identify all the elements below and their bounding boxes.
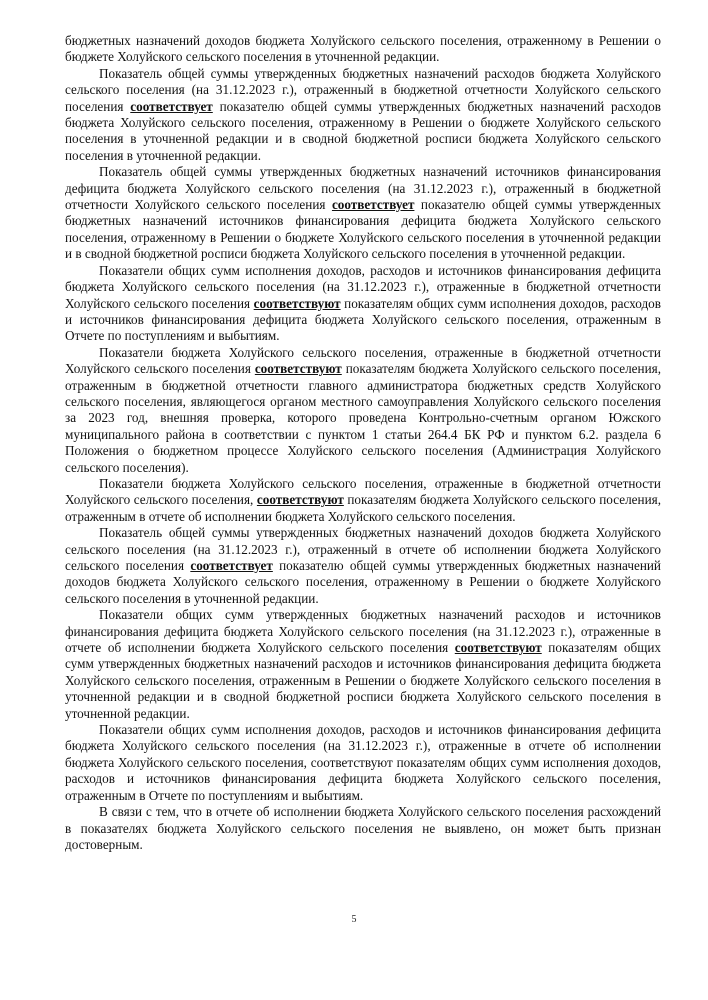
paragraph-10-text: В связи с тем, что в отчете об исполнении бюджета Холуйского сельского поселения расхождений в показателях бюджета Холуйского сельского поселения не выявлено, он может быть признан достоверным. [65, 804, 661, 852]
paragraph-8-emphasis: соответствуют [454, 640, 542, 656]
paragraph-8-text-before: Показатели общих сумм утвержденных бюджетных назначений расходов и источников финансирования дефицита бюджета Холуйского сельского поселения (на 31.12.2023 г.), отраженные в отчете об исполнении бюджета Холуйского сельского поселения [65, 607, 661, 656]
paragraph-3-text-before: Показатель общей суммы утвержденных бюджетных назначений источников финансирования дефицита бюджета Холуйского сельского поселения (на 31.12.2023 г.), отраженный в бюджетной отчетности Холуйского сельского поселения [65, 164, 661, 213]
paragraph-2-emphasis: соответствует [130, 98, 213, 114]
paragraph-2-text-before: Показатель общей суммы утвержденных бюджетных назначений расходов бюджета Холуйского сельского поселения (на 31.12.2023 г.), отраженный в бюджетной отчетности Холуйского сельского поселения [65, 65, 661, 114]
paragraph-9-text: Показатели общих сумм исполнения доходов, расходов и источников финансирования дефицита бюджета Холуйского сельского поселения (на 31.12.2023 г.), отраженные в отчете об исполнении бюджета Холуйского сельского поселения, соответствуют показателям общих сумм исполнения доходов, расходов и источников финансирования дефицита бюджета Холуйского сельского поселения, отраженным в Отчете по поступлениям и выбытиям. [65, 722, 661, 803]
paragraph-3-emphasis: соответствует [331, 197, 415, 213]
paragraph-6 [65, 476, 661, 525]
paragraph-1 [65, 33, 661, 66]
paragraph-5-text-before: Показатели бюджета Холуйского сельского поселения, отраженные в бюджетной отчетности Холуйского сельского поселения [65, 344, 661, 377]
paragraph-1-text: бюджетных назначений доходов бюджета Холуйского сельского поселения, отраженному в Решении о бюджете Холуйского сельского поселения в уточненной редакции. [65, 33, 661, 65]
paragraph-3-text-after: показателю общей суммы утвержденных бюджетных назначений источников финансирования дефицита бюджета Холуйского сельского поселения, отраженному в Решении о бюджете Холуйского сельского поселения в уточненной редакции и в сводной бюджетной росписи бюджета Холуйского сельского поселения в уточненной редакции. [65, 197, 661, 262]
paragraph-7-emphasis: соответствует [190, 558, 273, 573]
paragraph-6-text-before: Показатели бюджета Холуйского сельского поселения, отраженные в бюджетной отчетности Холуйского сельского поселения, [65, 475, 661, 508]
paragraph-2 [65, 66, 661, 164]
paragraph-8 [65, 607, 661, 722]
paragraph-7 [65, 525, 661, 607]
paragraph-5 [65, 345, 661, 476]
paragraph-4 [65, 263, 661, 345]
page-number: 5 [351, 914, 357, 925]
paragraph-4-text-before: Показатели общих сумм исполнения доходов, расходов и источников финансирования дефицита бюджета Холуйского сельского поселения (на 31.12.2023 г.), отраженные в бюджетной отчетности Холуйского сельского поселения [65, 262, 661, 311]
paragraph-6-emphasis: соответствуют [256, 492, 344, 508]
paragraph-7-text-before: Показатель общей суммы утвержденных бюджетных назначений доходов бюджета Холуйского сельского поселения (на 31.12.2023 г.), отраженный в отчете об исполнении бюджета Холуйского сельского поселения [65, 525, 661, 573]
paragraph-4-emphasis: соответствуют [253, 295, 341, 311]
document-body [65, 33, 661, 853]
paragraph-9 [65, 722, 661, 804]
paragraph-6-text-after: показателям бюджета Холуйского сельского поселения, отраженным в отчете об исполнении бюджета Холуйского сельского поселения. [65, 492, 661, 524]
paragraph-5-emphasis: соответствуют [254, 361, 342, 377]
paragraph-2-text-after: показателю общей суммы утвержденных бюджетных назначений расходов бюджета Холуйского сельского поселения, отраженному в Решении о бюджете Холуйского сельского поселения в уточненной редакции и в сводной бюджетной росписи бюджета Холуйского сельского поселения в уточненной редакции. [65, 98, 662, 163]
paragraph-5-text-after: показателям бюджета Холуйского сельского поселения, отраженным в бюджетной отчетности главного администратора бюджетных средств Холуйского сельского поселения, являющегося органом местного самоуправления Холуйского сельского поселения за 2023 год, внешняя проверка, которого проведена Контрольно-счетным органом Южского муниципального района в соответствии с пунктом 1 статьи 264.4 БК РФ и пунктом 6.2. раздела 6 Положения о бюджетном процессе Холуйского сельского поселения (Администрация Холуйского сельского поселения). [65, 361, 661, 475]
paragraph-4-text-after: показателям общих сумм исполнения доходов, расходов и источников финансирования дефицита бюджета Холуйского сельского поселения, отраженным в Отчете по поступлениям и выбытиям. [65, 295, 661, 344]
paragraph-10 [65, 804, 661, 853]
paragraph-3 [65, 164, 661, 262]
paragraph-7-text-after: показателю общей суммы утвержденных бюджетных назначений доходов бюджета Холуйского сельского поселения, отраженному в Решении о бюджете Холуйского сельского поселения в уточненной редакции. [65, 558, 661, 606]
paragraph-8-text-after: показателям общих сумм утвержденных бюджетных назначений расходов и источников финансирования дефицита бюджета Холуйского сельского поселения, отраженным в Решении о бюджете Холуйского сельского поселения в уточненной редакции и в сводной бюджетной росписи бюджета Холуйского сельского поселения в уточненной редакции. [65, 640, 662, 721]
